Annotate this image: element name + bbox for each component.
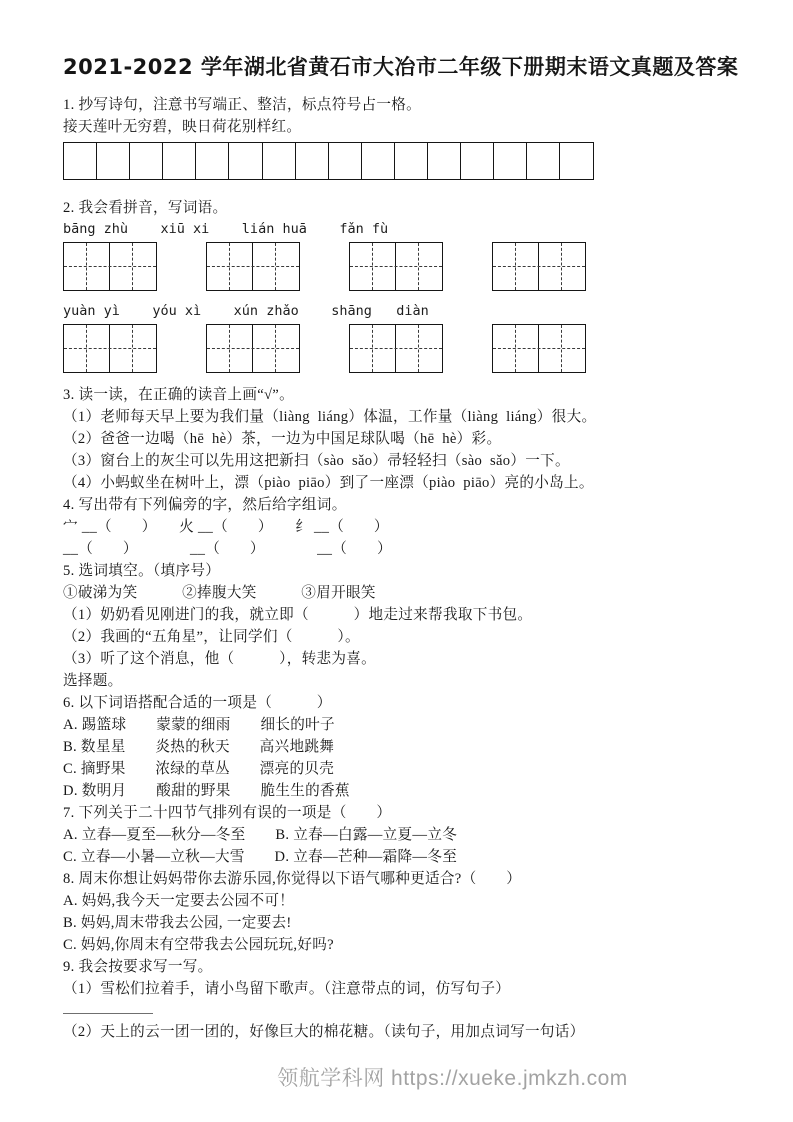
q8-option-b: B. 妈妈,周末带我去公园, 一定要去! <box>63 915 292 931</box>
q2-pinyin-row1: bāng zhù xiū xi lián huā fǎn fù <box>63 221 389 237</box>
grid-cell <box>162 142 197 180</box>
tianzige-group <box>492 324 586 373</box>
tianzige-group <box>349 242 443 291</box>
q5-item-1: （1）奶奶看见刚进门的我，就立即（ ）地走过来帮我取下书包。 <box>63 607 533 623</box>
exam-content <box>63 0 739 1043</box>
q2-grid-row1 <box>63 242 733 291</box>
watermark-text: 领航学科网 https://xueke.jmkzh.com <box>277 1067 628 1090</box>
grid-cell <box>559 142 594 180</box>
q7-options-row1: A. 立春—夏至—秋分—冬至 B. 立春—白露—立夏—立冬 <box>63 827 458 843</box>
grid-cell <box>526 142 561 180</box>
grid-cell <box>262 142 297 180</box>
tianzige-group <box>206 324 300 373</box>
q4-radicals-row2: __（ ） __（ ） __（ ） <box>63 541 392 557</box>
q9-item-2: （2）天上的云一团一团的，好像巨大的棉花糖。（读句子，用加点词写一句话） <box>63 1024 585 1040</box>
q3-prompt: 3. 读一读，在正确的读音上画“√”。 <box>63 387 294 403</box>
q5-choices: ①破涕为笑 ②捧腹大笑 ③眉开眼笑 <box>63 585 376 601</box>
q7-prompt: 7. 下列关于二十四节气排列有误的一项是（ ） <box>63 805 392 821</box>
q3-item-2: （2）爸爸一边喝（hē hè）茶，一边为中国足球队喝（hē hè）彩。 <box>63 431 502 447</box>
q9-item-1: （1）雪松们拉着手，请小鸟留下歌声。（注意带点的词，仿写句子） <box>63 981 511 997</box>
grid-cell <box>361 142 396 180</box>
q6-option-c: C. 摘野果 浓绿的草丛 漂亮的贝壳 <box>63 761 335 777</box>
grid-cell <box>195 142 230 180</box>
tianzige-group <box>63 324 157 373</box>
grid-cell <box>228 142 263 180</box>
tianzige-group <box>349 324 443 373</box>
q3-item-3: （3）窗台上的灰尘可以先用这把新扫（sào sǎo）帚轻轻扫（sào sǎo）一下。 <box>63 453 570 469</box>
q6-option-b: B. 数星星 炎热的秋天 高兴地跳舞 <box>63 739 335 755</box>
q6-option-d: D. 数明月 酸甜的野果 脆生生的香蕉 <box>63 783 350 799</box>
q5-item-2: （2）我画的“五角星”，让同学们（ ）。 <box>63 629 360 645</box>
grid-cell <box>493 142 528 180</box>
tianzige-group <box>206 242 300 291</box>
q2-grid-row2 <box>63 324 733 373</box>
grid-cell <box>295 142 330 180</box>
grid-cell <box>96 142 131 180</box>
q8-prompt: 8. 周末你想让妈妈带你去游乐园,你觉得以下语气哪种更适合?（ ） <box>63 871 522 887</box>
grid-cell <box>394 142 429 180</box>
q1-poem: 接天莲叶无穷碧，映日荷花别样红。 <box>63 119 302 135</box>
tianzige-group <box>63 242 157 291</box>
q4-prompt: 4. 写出带有下列偏旁的字，然后给字组词。 <box>63 497 347 513</box>
answer-blank-line <box>63 1013 153 1014</box>
page-title: 2021-2022 学年湖北省黄石市大冶市二年级下册期末语文真题及答案 <box>63 55 739 79</box>
q5-item-3: （3）听了这个消息，他（ ），转悲为喜。 <box>63 651 377 667</box>
grid-cell <box>460 142 495 180</box>
q9-prompt: 9. 我会按要求写一写。 <box>63 959 213 975</box>
q6-prompt: 6. 以下词语搭配合适的一项是（ ） <box>63 695 332 711</box>
q5-prompt: 5. 选词填空。（填序号） <box>63 563 221 579</box>
q7-options-row2: C. 立春—小暑—立秋—大雪 D. 立春—芒种—霜降—冬至 <box>63 849 458 865</box>
q6-option-a: A. 踢篮球 蒙蒙的细雨 细长的叶子 <box>63 717 335 733</box>
choice-section-label: 选择题。 <box>63 673 123 689</box>
tianzige-group <box>492 242 586 291</box>
q3-item-1: （1）老师每天早上要为我们量（liàng liáng）体温，工作量（liàng liáng）很大。 <box>63 409 597 425</box>
q2-prompt: 2. 我会看拼音，写词语。 <box>63 200 228 216</box>
q3-item-4: （4）小蚂蚁坐在树叶上，漂（piào piāo）到了一座漂（piào piāo）亮的小岛上。 <box>63 475 594 491</box>
q1-copy-grid <box>63 142 733 180</box>
grid-cell <box>427 142 462 180</box>
q2-pinyin-row2: yuàn yì yóu xì xún zhǎo shāng diàn <box>63 303 429 319</box>
q8-option-a: A. 妈妈,我今天一定要去公园不可！ <box>63 893 295 909</box>
q4-radicals-row1: 宀 __（ ） 火 __（ ） 纟 __（ ） <box>63 519 389 535</box>
q8-option-c: C. 妈妈,你周末有空带我去公园玩玩,好吗? <box>63 937 334 953</box>
grid-cell <box>63 142 98 180</box>
grid-cell <box>129 142 164 180</box>
q1-prompt: 1. 抄写诗句，注意书写端正、整洁，标点符号占一格。 <box>63 97 422 113</box>
grid-cell <box>328 142 363 180</box>
